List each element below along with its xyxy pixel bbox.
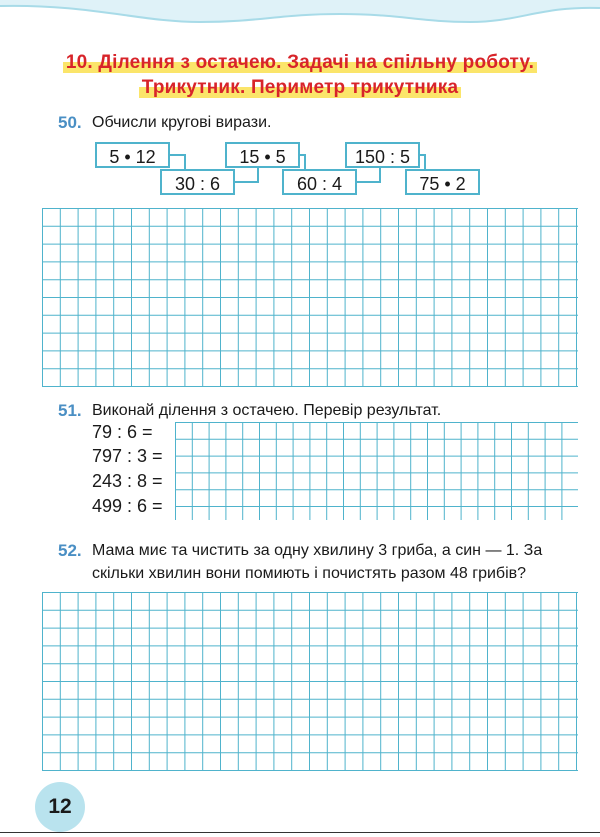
task-text: Виконай ділення з остачею. Перевір результат. xyxy=(92,402,442,419)
expression-box: 60 : 4 xyxy=(282,169,357,195)
expression-box: 75 • 2 xyxy=(405,169,480,195)
grid-lines xyxy=(42,592,578,771)
division-expression: 243 : 8 = xyxy=(92,471,163,491)
task-number: 52. xyxy=(58,541,82,560)
lesson-title-line1: 10. Ділення з остачею. Задачі на спільну роботу. xyxy=(0,52,600,74)
task-text-line1: Мама миє та чистить за одну хвилину 3 гриба, а син — 1. За xyxy=(92,542,543,559)
expression-box: 30 : 6 xyxy=(160,169,235,195)
task-number: 50. xyxy=(58,113,82,132)
grid-lines xyxy=(175,422,578,520)
page-number: 12 xyxy=(35,782,85,832)
answer-grid-task52[interactable] xyxy=(42,592,580,772)
expression-box: 150 : 5 xyxy=(345,142,420,168)
expression-box: 5 • 12 xyxy=(95,142,170,168)
answer-grid-task50[interactable] xyxy=(42,208,580,388)
task-text: Обчисли кругові вирази. xyxy=(92,114,272,131)
division-expression: 79 : 6 = xyxy=(92,422,153,442)
lesson-title-line2: Трикутник. Периметр трикутника xyxy=(0,77,600,99)
top-wave-decoration xyxy=(0,0,600,50)
division-expression: 499 : 6 = xyxy=(92,496,163,516)
task-number: 51. xyxy=(58,401,82,420)
bottom-divider xyxy=(0,832,600,833)
answer-grid-task51[interactable] xyxy=(175,422,580,522)
task-text-line2: скільки хвилин вони помиють і почистять разом 48 грибів? xyxy=(92,565,527,582)
expression-box: 15 • 5 xyxy=(225,142,300,168)
division-expression: 797 : 3 = xyxy=(92,446,163,466)
grid-lines xyxy=(42,208,578,387)
